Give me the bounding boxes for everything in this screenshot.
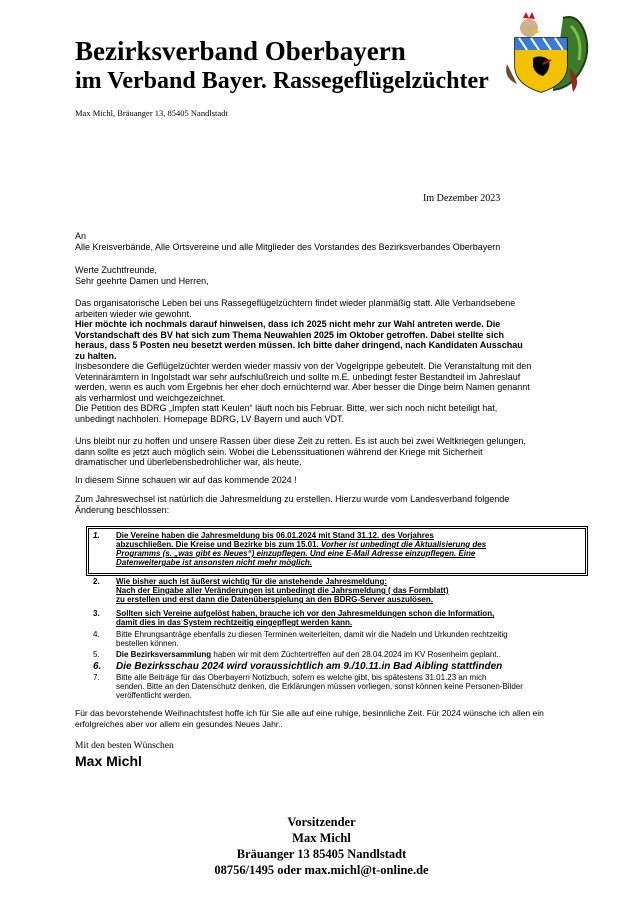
list-text: haben wir mit dem Züchtertreffen auf den 28.04.2024 im KV Rosenheim geplant.. <box>211 650 501 659</box>
text-line: als verharmlost und weichgezeichnet. <box>75 392 226 403</box>
text-line: Zum Jahreswechsel ist natürlich die Jahresmeldung zu erstellen. Hierzu wurde vom Landesverband folgende <box>75 494 510 504</box>
list-number: 3. <box>93 609 100 618</box>
recipient-block <box>75 231 590 252</box>
letter-date: Im Dezember 2023 <box>423 193 501 204</box>
header-title-line1: Bezirksverband Oberbayern <box>75 36 406 66</box>
list-text: Bitte Ehrungsanträge ebenfalls zu diesen Terminen weiterleiten, damit wir die Nadeln und Urkunden rechtzeitig <box>116 630 508 639</box>
recipient-line: An <box>75 231 87 241</box>
list-number: 1. <box>93 531 100 540</box>
bold-text-line: Vorstandschaft des BV hat sich zum Thema Neuwahlen 2025 im Oktober getroffen. Dabei stellte sich <box>75 329 504 340</box>
paragraph-4 <box>75 494 590 515</box>
list-text: Die Vereine haben die Jahresmeldung bis 06.01.2024 mit Stand 31.12. des Vorjahres <box>116 531 434 540</box>
text-line: Veterinärämtern in Ingolstadt war sehr aufschlußreich und sollte m.E. unbedingt fester Bestandteil im Jahreslauf <box>75 371 521 382</box>
paragraph-3 <box>75 475 590 486</box>
rooster-crest-icon <box>493 8 593 98</box>
salutation-line: Sehr geehrte Damen und Herren, <box>75 275 209 286</box>
paragraph-2 <box>75 436 590 468</box>
header-title-line2: im Verband Bayer. Rassegeflügelzüchter <box>75 68 489 94</box>
text-line: unbedingt nachholen. Homepage BDRG, LV Bayern und auch VDT. <box>75 413 345 424</box>
recipient-line: Alle Kreisverbände, Alle Ortsvereine und alle Mitglieder des Vorstandes des Bezirksverbandes Oberbayern <box>75 241 501 252</box>
list-text: abzuschließen. Die Kreise und Bezirke bis zum 15.01. <box>116 540 321 549</box>
salutation-line: Werte Zuchtfreunde, <box>75 265 157 275</box>
text-line: Für das bevorstehende Weihnachtsfest hoffe ich für Sie alle auf eine ruhige, besinnliche Zeit. Für 2024 wünsche ich allen ein <box>75 708 544 718</box>
list-text: Wie bisher auch ist äußerst wichtig für die anstehende Jahresmeldung: <box>116 577 388 586</box>
closing-paragraph <box>75 708 590 729</box>
footer-role: Vorsitzender <box>287 815 356 829</box>
footer-contact: 08756/1495 oder max.michl@t-online.de <box>214 863 429 877</box>
footer-address: Bräuanger 13 85405 Nandlstadt <box>236 847 407 861</box>
text-line: Uns bleibt nur zu hoffen und unsere Rassen über diese Zeit zu retten. Es ist auch bei zwei Weltkriegen gelungen, <box>75 436 526 446</box>
text-line: Das organisatorische Leben bei uns Rassegeflügelzüchtern findet wieder planmäßig statt. Alle Verbandsebene <box>75 298 516 308</box>
bold-text-line: zu halten. <box>75 350 117 361</box>
logo <box>493 8 593 98</box>
list-text: Programms (s. „was gibt es Neues“) einzupflegen. Und eine E-Mail Adresse einzupflegen. Eine <box>116 549 476 558</box>
list-text: Die Bezirksschau 2024 wird voraussichtlich am 9./10.11.in Bad Aibling stattfinden <box>116 661 503 672</box>
list-number: 5. <box>93 650 100 659</box>
bold-text-line: heraus, dass 5 Posten neu besetzt werden müssen. Ich bitte daher dringend, nach Kandidaten Ausschau <box>75 340 523 350</box>
text-line: erfolgreiches aber vor allem ein gesundes Neues Jahr.. <box>75 718 283 729</box>
list-text: veröffentlicht werden. <box>116 691 192 700</box>
list-text: bestellen können. <box>116 639 179 648</box>
list-text: Vorher ist unbedingt die Aktualisierung des <box>320 540 487 549</box>
closing-greeting: Mit den besten Wünschen <box>75 741 174 751</box>
list-number: 2. <box>93 577 100 586</box>
text-line: Änderung beschlossen: <box>75 504 170 515</box>
text-line: In diesem Sinne schauen wir auf das kommende 2024 ! <box>75 475 297 485</box>
list-text: senden. Bitte an den Datenschutz denken, die Erklärungen müssen vorliegen, sonst können keine Personen-Bilder <box>116 682 523 691</box>
list-text: Die Bezirksversammlung <box>116 650 212 659</box>
text-line: dann sollte es jetzt auch möglich sein. Wobei die Lebenssituationen während der Kriege mit Sicherheit <box>75 446 483 457</box>
paragraph-1 <box>75 298 590 424</box>
signature: Max Michl <box>75 753 142 769</box>
list-number: 6. <box>93 661 102 672</box>
list-number: 4. <box>93 630 100 639</box>
list-text: Nach der Eingabe aller Veränderungen ist unbedingt die Jahrsmeldung ( das Formblatt) <box>116 586 449 595</box>
list-text: Sollten sich Vereine aufgelöst haben, brauche ich vor den Jahresmeldungen schon die Information, <box>116 609 495 618</box>
bold-text-line: Hier möchte ich nochmals darauf hinweisen, dass ich 2025 nicht mehr zur Wahl antreten werde. Die <box>75 319 501 329</box>
text-line: Insbesondere die Geflügelzüchter werden wieder massiv von der Vogelgrippe gebeutelt. Die Veranstaltung mit den <box>75 361 532 371</box>
text-line: werden, wenn es auch vom Ergebnis her eher doch ernüchternd war. Aber besser die Dinge beim Namen genannt <box>75 382 530 392</box>
text-line: Die Petition des BDRG „Impfen statt Keulen“ läuft noch bis Februar. Bitte, wer sich noch nicht beteiligt hat, <box>75 403 498 413</box>
list-text: Bitte alle Beiträge für das Oberbayern Notizbuch, sofern es welche gibt, bis spätestens 31.01.23 an mich <box>116 673 487 682</box>
text-line: dramatischer und überlebensbedrohlicher war, als heute. <box>75 457 302 467</box>
list-text: Datenweitergabe ist ansonsten nicht mehr möglich. <box>116 558 313 567</box>
text-line: arbeiten wieder wie gewohnt. <box>75 308 192 319</box>
footer-name: Max Michl <box>292 831 351 845</box>
sender-address: Max Michl, Bräuanger 13, 85405 Nandlstadt <box>75 108 228 118</box>
list-text: damit dies in das System rechtzeitig eingepflegt werden kann. <box>116 618 353 627</box>
salutation-block <box>75 265 590 286</box>
list-text: zu erstellen und erst dann die Datenüberspielung an den BDRG-Server auszulösen. <box>116 595 433 604</box>
list-number: 7. <box>93 673 100 682</box>
